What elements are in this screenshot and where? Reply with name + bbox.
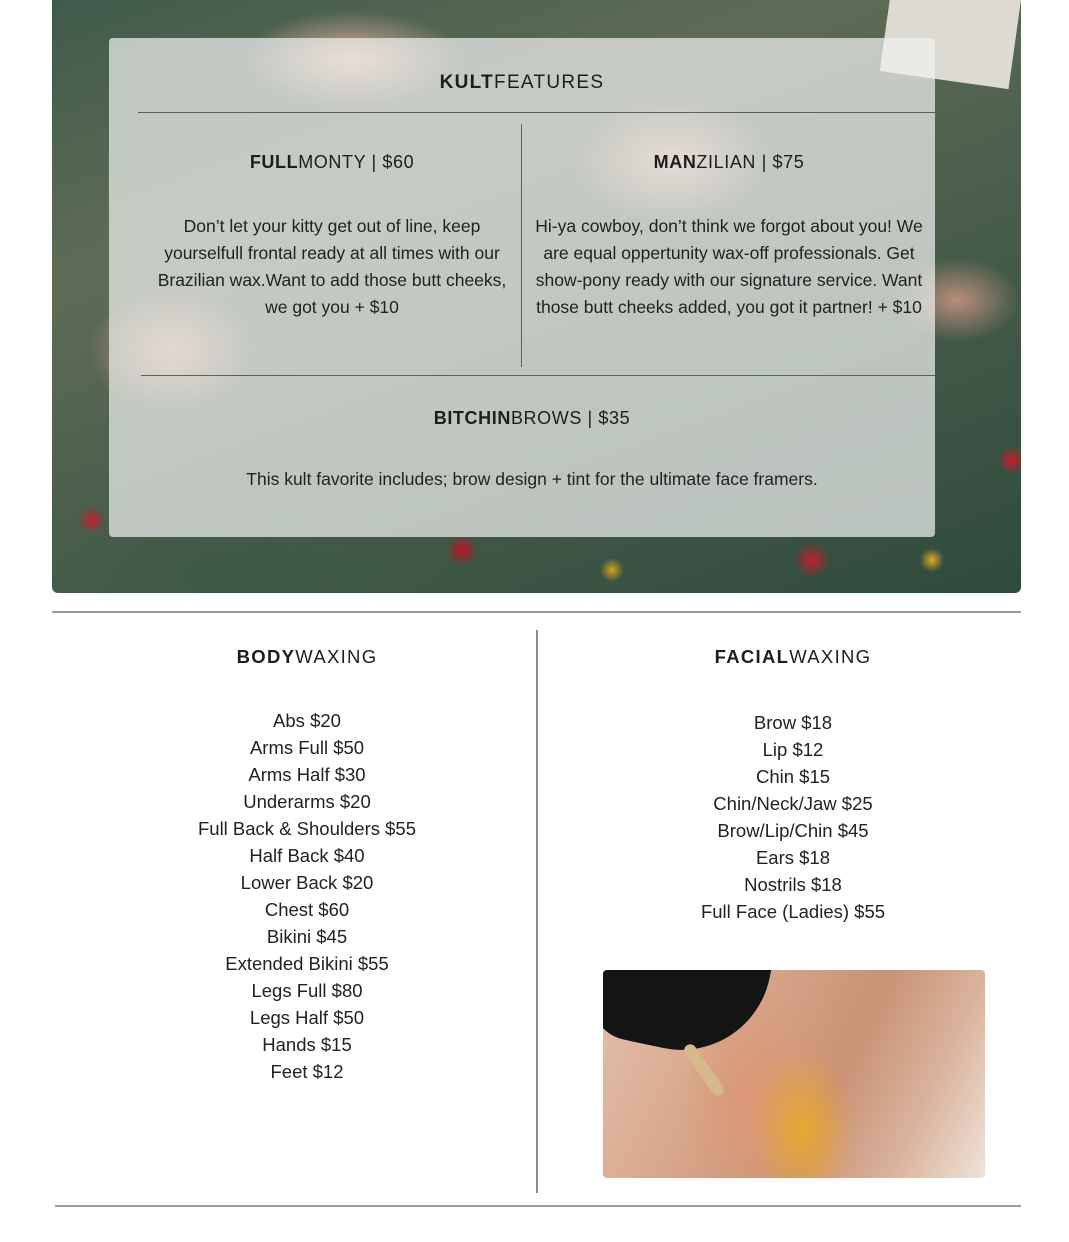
feature-description: Hi-ya cowboy, don’t think we forgot about you! We are equal oppertunity wax-off professionals. Get show-pony ready with our signature service. Want those butt cheeks added, you got it partner! + $10 [535, 216, 923, 317]
body-waxing-title: BODYWAXING [236, 646, 378, 667]
feature-full-monty [149, 152, 515, 321]
section-divider [55, 1205, 1021, 1207]
price-list-item: Arms Half $30 [248, 764, 366, 785]
facial-waxing-list [613, 709, 973, 925]
divider-horizontal [141, 375, 935, 376]
price-list-item: Lip $12 [762, 739, 824, 760]
price-list-item: Bikini $45 [266, 926, 348, 947]
price-list-item: Feet $12 [270, 1061, 344, 1082]
kult-features-title: KULTFEATURES [439, 72, 605, 93]
price-list-item: Ears $18 [755, 847, 831, 868]
body-waxing-section [127, 646, 487, 1085]
price-list-item: Chin $15 [755, 766, 831, 787]
waxing-photo [603, 970, 985, 1178]
price-list-item: Lower Back $20 [240, 872, 374, 893]
price-list-item: Hands $15 [262, 1034, 352, 1055]
body-waxing-list [127, 707, 487, 1085]
price-list-item: Nostrils $18 [744, 874, 842, 895]
price-list-item: Abs $20 [273, 710, 341, 731]
feature-description: This kult favorite includes; brow design + tint for the ultimate face framers. [246, 469, 818, 489]
price-list-item: Chin/Neck/Jaw $25 [713, 793, 873, 814]
feature-bitchin-brows [149, 408, 915, 493]
divider-horizontal [138, 112, 935, 113]
feature-manzilian [534, 152, 924, 321]
feature-name: MANZILIAN | $75 [653, 152, 805, 172]
price-list-item: Brow $18 [753, 712, 833, 733]
divider-vertical [521, 124, 522, 367]
feature-name: BITCHINBROWS | $35 [433, 408, 631, 428]
price-list-item: Chest $60 [264, 899, 350, 920]
facial-waxing-section [613, 646, 973, 925]
price-list-item: Full Back & Shoulders $55 [197, 818, 416, 839]
price-list-item: Arms Full $50 [249, 737, 365, 758]
price-list-item: Legs Full $80 [251, 980, 363, 1001]
price-list-item: Half Back $40 [249, 845, 365, 866]
facial-waxing-title: FACIALWAXING [714, 646, 872, 667]
section-divider [52, 611, 1021, 613]
feature-description: Don’t let your kitty get out of line, keep yourselfull frontal ready at all times with our Brazilian wax.Want to add those butt cheeks, we got you + $10 [157, 216, 507, 317]
feature-name: FULLMONTY | $60 [249, 152, 415, 172]
price-list-item: Brow/Lip/Chin $45 [717, 820, 869, 841]
hero-image [52, 0, 1021, 593]
kult-features-card [109, 38, 935, 537]
price-list-item: Underarms $20 [243, 791, 371, 812]
column-divider [536, 630, 538, 1193]
price-list-item: Legs Half $50 [249, 1007, 365, 1028]
price-list-item: Full Face (Ladies) $55 [700, 901, 886, 922]
wax-stick-decoration [682, 1042, 726, 1098]
price-list-item: Extended Bikini $55 [225, 953, 389, 974]
